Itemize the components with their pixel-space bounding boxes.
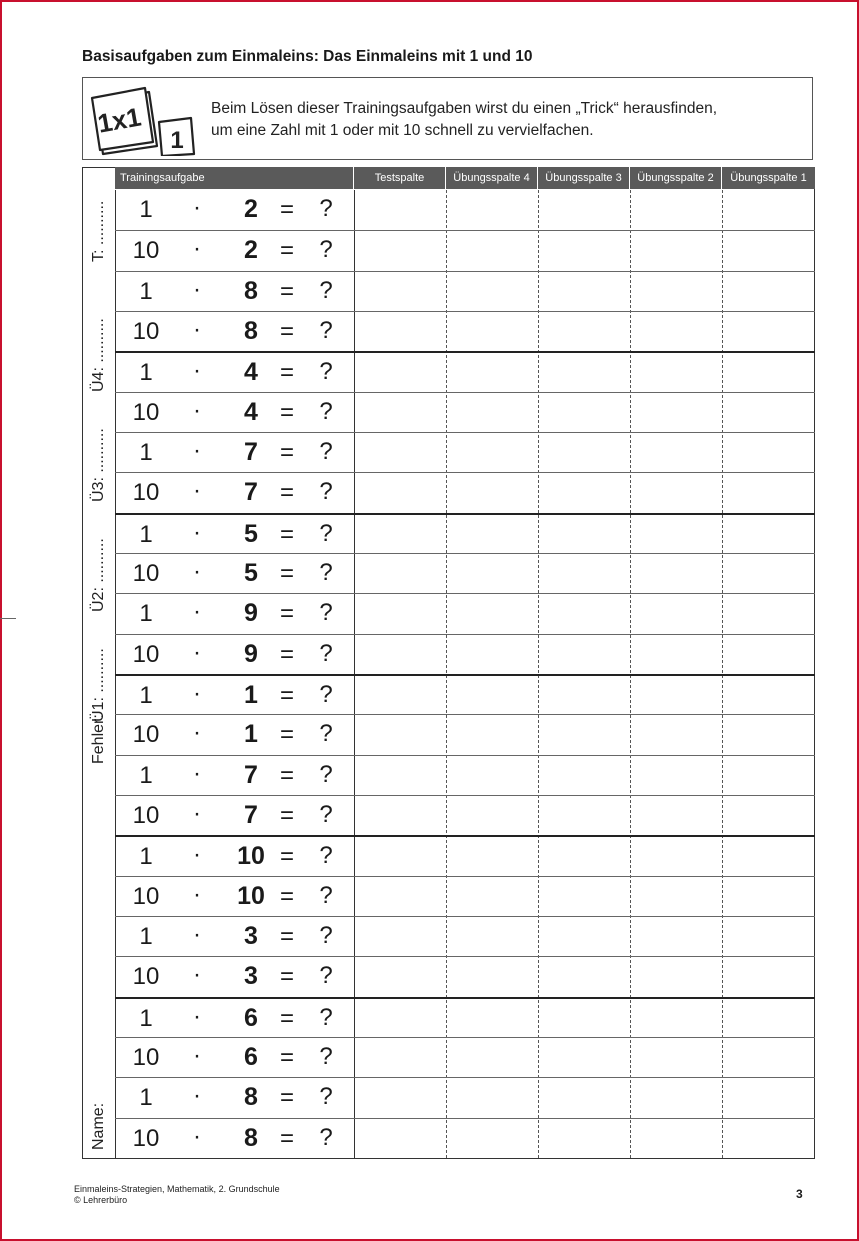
table-row xyxy=(115,835,815,875)
equals-sign: = xyxy=(279,843,294,871)
equals-sign: = xyxy=(279,560,294,587)
answer-placeholder: ? xyxy=(319,599,333,627)
equals-sign: = xyxy=(279,963,294,991)
equals-sign: = xyxy=(279,1084,294,1112)
first-factor: 10 xyxy=(132,882,160,910)
multiply-sign: · xyxy=(193,396,201,424)
training-task-cell xyxy=(115,433,354,472)
multiply-sign: · xyxy=(193,357,201,385)
table-row xyxy=(115,1118,815,1158)
answer-placeholder: ? xyxy=(319,922,333,949)
equals-sign: = xyxy=(279,600,294,628)
equals-sign: = xyxy=(279,640,294,668)
first-factor: 10 xyxy=(132,479,160,507)
answer-placeholder: ? xyxy=(319,276,333,304)
multiply-sign: · xyxy=(193,518,201,546)
second-factor: 5 xyxy=(244,519,258,548)
side-label-t: T: .......... xyxy=(90,200,107,262)
equals-sign: = xyxy=(279,882,294,910)
answer-placeholder: ? xyxy=(319,681,333,708)
second-factor: 8 xyxy=(244,1083,258,1112)
table-row xyxy=(115,392,815,432)
first-factor: 10 xyxy=(132,802,160,829)
side-label-name: Name: xyxy=(90,1102,107,1150)
second-factor: 10 xyxy=(237,842,265,871)
table-row xyxy=(115,311,815,351)
table-row xyxy=(115,230,815,270)
multiply-sign: · xyxy=(193,880,201,908)
training-task-cell xyxy=(115,877,354,916)
multiply-sign: · xyxy=(193,477,201,505)
answer-placeholder: ? xyxy=(319,962,333,990)
header-uebungsspalte-2: Übungsspalte 2 xyxy=(630,167,722,189)
second-factor: 4 xyxy=(244,397,258,426)
second-factor: 7 xyxy=(244,801,258,829)
svg-text:1x1: 1x1 xyxy=(95,101,144,139)
answer-placeholder: ? xyxy=(319,519,333,547)
table-row xyxy=(115,432,815,472)
table-row xyxy=(115,351,815,391)
column-header-row xyxy=(115,167,815,189)
training-task-cell xyxy=(115,999,354,1037)
answer-placeholder: ? xyxy=(319,478,333,506)
answer-placeholder: ? xyxy=(319,236,333,264)
second-factor: 7 xyxy=(244,438,258,466)
side-label-fehler: Fehler: xyxy=(90,714,107,764)
multiply-sign: · xyxy=(193,1082,201,1110)
answer-placeholder: ? xyxy=(319,760,333,788)
second-factor: 8 xyxy=(244,276,258,305)
multiply-sign: · xyxy=(193,841,201,869)
training-task-cell xyxy=(115,715,354,754)
answer-placeholder: ? xyxy=(319,842,333,870)
multiply-sign: · xyxy=(193,680,201,707)
training-task-cell xyxy=(115,1119,354,1158)
answer-placeholder: ? xyxy=(319,1083,333,1111)
second-factor: 6 xyxy=(244,1043,258,1071)
second-factor: 8 xyxy=(244,317,258,345)
training-task-cell xyxy=(115,756,354,795)
multiply-sign: · xyxy=(193,437,201,464)
footer xyxy=(74,1184,280,1206)
multiply-sign: · xyxy=(193,759,201,787)
footer-line-1: Einmaleins-Strategien, Mathematik, 2. Grundschule xyxy=(74,1184,280,1194)
training-task-cell xyxy=(115,231,354,270)
training-task-cell xyxy=(115,554,354,593)
answer-placeholder: ? xyxy=(319,195,333,222)
intro-text xyxy=(211,98,717,142)
table-row xyxy=(115,876,815,916)
side-label-u2: Ü2: .......... xyxy=(90,538,107,612)
first-factor: 10 xyxy=(132,318,160,345)
answer-placeholder: ? xyxy=(319,881,333,909)
training-task-cell xyxy=(115,676,354,714)
second-factor: 9 xyxy=(244,599,258,628)
header-uebungsspalte-1: Übungsspalte 1 xyxy=(722,167,815,189)
training-task-cell xyxy=(115,393,354,432)
second-factor: 4 xyxy=(244,358,258,387)
first-factor: 10 xyxy=(132,721,160,749)
table-row xyxy=(115,714,815,754)
equals-sign: = xyxy=(279,237,294,265)
table-row xyxy=(115,755,815,795)
intro-box xyxy=(82,77,813,160)
table-row xyxy=(115,1077,815,1117)
training-task-cell xyxy=(115,272,354,311)
first-factor: 1 xyxy=(139,761,153,789)
equals-sign: = xyxy=(279,721,294,749)
training-task-cell xyxy=(115,190,354,230)
training-task-cell xyxy=(115,353,354,391)
first-factor: 1 xyxy=(139,682,153,709)
first-factor: 1 xyxy=(139,277,153,305)
answer-placeholder: ? xyxy=(319,1003,333,1031)
equals-sign: = xyxy=(279,923,294,950)
first-factor: 10 xyxy=(132,1044,160,1071)
second-factor: 8 xyxy=(244,1123,258,1152)
first-factor: 1 xyxy=(139,923,153,950)
equals-sign: = xyxy=(279,479,294,507)
task-rows xyxy=(115,190,815,1158)
table-row xyxy=(115,674,815,714)
answer-placeholder: ? xyxy=(319,438,333,465)
svg-text:1: 1 xyxy=(170,127,184,154)
multiply-sign: · xyxy=(193,598,201,626)
answer-placeholder: ? xyxy=(319,317,333,344)
table-row xyxy=(115,513,815,553)
table-row xyxy=(115,956,815,996)
training-task-cell xyxy=(115,635,354,674)
table-row xyxy=(115,634,815,674)
equals-sign: = xyxy=(279,802,294,829)
first-factor: 1 xyxy=(139,196,153,223)
multiply-sign: · xyxy=(193,194,201,221)
first-factor: 1 xyxy=(139,843,153,871)
answer-placeholder: ? xyxy=(319,720,333,748)
second-factor: 3 xyxy=(244,922,258,950)
first-factor: 10 xyxy=(132,963,160,991)
second-factor: 5 xyxy=(244,559,258,587)
equals-sign: = xyxy=(279,318,294,345)
table-row xyxy=(115,553,815,593)
training-task-cell xyxy=(115,594,354,633)
intro-line-1: Beim Lösen dieser Trainingsaufgaben wirst du einen „Trick“ herausfinden, xyxy=(211,100,718,117)
first-factor: 10 xyxy=(132,1124,160,1152)
equals-sign: = xyxy=(279,359,294,387)
training-task-cell xyxy=(115,957,354,996)
equals-sign: = xyxy=(279,1124,294,1152)
multiply-sign: · xyxy=(193,275,201,303)
second-factor: 6 xyxy=(244,1003,258,1032)
multiply-sign: · xyxy=(193,961,201,989)
multiply-sign: · xyxy=(193,719,201,747)
table-row xyxy=(115,190,815,230)
fold-mark xyxy=(0,618,16,619)
answer-placeholder: ? xyxy=(319,639,333,667)
answer-placeholder: ? xyxy=(319,358,333,386)
answer-placeholder: ? xyxy=(319,559,333,586)
multiply-sign: · xyxy=(193,921,201,948)
multiply-sign: · xyxy=(193,316,201,343)
equals-sign: = xyxy=(279,682,294,709)
table-row xyxy=(115,997,815,1037)
training-task-cell xyxy=(115,837,354,875)
side-label-u1: Ü1: .......... xyxy=(90,648,107,722)
first-factor: 10 xyxy=(132,560,160,587)
second-factor: 3 xyxy=(244,962,258,991)
second-factor: 2 xyxy=(244,236,258,265)
multiply-sign: · xyxy=(193,638,201,666)
multiply-sign: · xyxy=(193,1042,201,1069)
training-task-cell xyxy=(115,312,354,351)
header-trainingsaufgabe: Trainingsaufgabe xyxy=(115,167,354,189)
first-factor: 10 xyxy=(132,237,160,265)
first-factor: 1 xyxy=(139,1004,153,1032)
multiply-sign: · xyxy=(193,235,201,263)
equals-sign: = xyxy=(279,1004,294,1032)
header-uebungsspalte-4: Übungsspalte 4 xyxy=(446,167,538,189)
training-task-cell xyxy=(115,796,354,835)
header-uebungsspalte-3: Übungsspalte 3 xyxy=(538,167,630,189)
page-number: 3 xyxy=(796,1187,803,1201)
table-row xyxy=(115,795,815,835)
table-row xyxy=(115,916,815,956)
first-factor: 1 xyxy=(139,1084,153,1112)
training-task-cell xyxy=(115,515,354,553)
training-task-cell xyxy=(115,1078,354,1117)
equals-sign: = xyxy=(279,439,294,466)
answer-placeholder: ? xyxy=(319,1123,333,1151)
table-row xyxy=(115,1037,815,1077)
training-task-cell xyxy=(115,1038,354,1077)
equals-sign: = xyxy=(279,398,294,426)
second-factor: 10 xyxy=(237,881,265,910)
table-row xyxy=(115,472,815,512)
second-factor: 7 xyxy=(244,478,258,507)
multiply-sign: · xyxy=(193,1002,201,1030)
header-testspalte: Testspalte xyxy=(354,167,446,189)
answer-placeholder: ? xyxy=(319,397,333,425)
one-times-one-logo-icon xyxy=(89,84,199,156)
multiply-sign: · xyxy=(193,1122,201,1150)
worksheet-title: Basisaufgaben zum Einmaleins: Das Einmaleins mit 1 und 10 xyxy=(82,48,533,65)
answer-placeholder: ? xyxy=(319,1043,333,1070)
first-factor: 1 xyxy=(139,600,153,628)
first-factor: 1 xyxy=(139,520,153,548)
footer-line-2: © Lehrerbüro xyxy=(74,1195,128,1205)
table-row xyxy=(115,593,815,633)
multiply-sign: · xyxy=(193,800,201,827)
first-factor: 10 xyxy=(132,640,160,668)
side-label-u3: Ü3: .......... xyxy=(90,428,107,502)
training-task-cell xyxy=(115,917,354,956)
second-factor: 2 xyxy=(244,195,258,223)
first-factor: 10 xyxy=(132,398,160,426)
second-factor: 7 xyxy=(244,760,258,789)
equals-sign: = xyxy=(279,1044,294,1071)
training-task-cell xyxy=(115,473,354,512)
equals-sign: = xyxy=(279,761,294,789)
intro-line-2: um eine Zahl mit 1 oder mit 10 schnell zu vervielfachen. xyxy=(211,122,594,139)
equals-sign: = xyxy=(279,520,294,548)
equals-sign: = xyxy=(279,277,294,305)
first-factor: 1 xyxy=(139,359,153,387)
second-factor: 9 xyxy=(244,639,258,668)
table-row xyxy=(115,271,815,311)
answer-placeholder: ? xyxy=(319,801,333,828)
second-factor: 1 xyxy=(244,681,258,709)
equals-sign: = xyxy=(279,196,294,223)
multiply-sign: · xyxy=(193,558,201,585)
side-label-u4: Ü4: .......... xyxy=(90,318,107,392)
first-factor: 1 xyxy=(139,439,153,466)
second-factor: 1 xyxy=(244,720,258,749)
